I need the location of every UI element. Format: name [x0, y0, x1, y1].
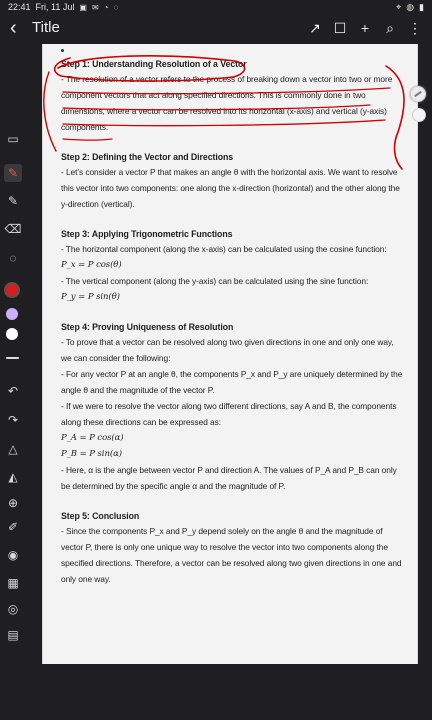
step-1 — [61, 58, 406, 135]
back-icon[interactable]: ‹ — [10, 17, 17, 39]
whatsapp-icon: ◔ — [103, 2, 109, 12]
lasso-select-icon[interactable]: ◎ — [7, 602, 19, 616]
shape-fill-icon[interactable]: ◭ — [8, 470, 18, 484]
gallery-icon: ▣ — [79, 2, 87, 12]
step-3 — [61, 228, 406, 305]
shape-plus-icon[interactable]: ⊕ — [7, 496, 19, 510]
step-paragraph: - The resolution of a vector refers to the process of breaking down a vector into two or more component vectors that act along specified directions. This is commonly done in two dimensions, where a vector can be resolved into its horizontal (x-axis) and vertical (y-axis) components. — [61, 74, 393, 132]
status-left — [8, 2, 118, 12]
equation-px: P_x = P cos(θ) — [61, 260, 122, 270]
ring-icon: ◌ — [113, 2, 119, 12]
page-dot — [61, 49, 64, 52]
scroll-dot-icon[interactable] — [412, 108, 426, 122]
eraser-icon[interactable]: ⌫ — [4, 222, 22, 236]
top-actions — [308, 19, 422, 37]
page-title[interactable]: Title — [32, 19, 60, 36]
step-title: Step 4: Proving Uniqueness of Resolution — [61, 322, 234, 332]
scroll-button-icon[interactable] — [410, 86, 426, 102]
equation-pb: P_B = P sin(α) — [61, 449, 122, 459]
step-paragraph: - Let’s consider a vector P that makes an angle θ with the horizontal axis. We want to resolve this vector into two components: one along the x-direction (horizontal) and the other along the y-direction (vertical). — [61, 167, 400, 209]
color-lavender[interactable] — [6, 308, 18, 320]
text-icon[interactable]: ▭ — [7, 132, 19, 146]
more-icon[interactable]: ⋮ — [408, 20, 422, 36]
marker-icon[interactable]: ✐ — [7, 520, 19, 534]
pen-icon[interactable]: ✎ — [4, 164, 22, 182]
undo-icon[interactable]: ↶ — [7, 384, 19, 398]
step-paragraph: - Since the components P_x and P_y depend solely on the angle θ and the magnitude of vector P, there is only one unique way to resolve the vector into two components along the specified directions. Therefore, a vector can be resolved along two given directions in one and only one way. — [61, 526, 402, 584]
step-title: Step 3: Applying Trigonometric Functions — [61, 229, 233, 239]
lasso-icon[interactable]: ◌ — [9, 251, 17, 265]
fingerprint-icon[interactable]: ◉ — [7, 548, 19, 562]
status-time: 22:41 — [8, 2, 31, 12]
app-bar — [0, 14, 432, 44]
color-red[interactable] — [6, 284, 18, 296]
document-content — [61, 58, 406, 603]
step-title: Step 1: Understanding Resolution of a Vector — [61, 59, 247, 69]
redo-icon[interactable]: ↷ — [7, 413, 19, 427]
messaging-icon: ✉ — [91, 2, 99, 12]
stroke-icon[interactable] — [6, 357, 19, 359]
left-toolbar — [0, 130, 26, 650]
step-paragraph: - For any vector P at an angle θ, the components P_x and P_y are uniquely determined by the angle θ and the magnitude of the vector P. — [61, 369, 403, 395]
equation-pa: P_A = P cos(α) — [61, 433, 124, 443]
wifi-icon: ◍ — [406, 2, 415, 12]
step-paragraph: - To prove that a vector can be resolved along two given directions in one and only one way, we can consider the following: — [61, 337, 394, 363]
step-paragraph: - The horizontal component (along the x-axis) can be calculated using the cosine function: — [61, 244, 387, 254]
shape-icon[interactable]: △ — [8, 442, 18, 456]
color-white[interactable] — [6, 328, 18, 340]
status-bar — [0, 0, 432, 14]
search-icon[interactable]: ⌕ — [386, 20, 394, 36]
table-icon[interactable]: ▦ — [7, 576, 19, 590]
step-paragraph: - Here, α is the angle between vector P and direction A. The values of P_A and P_B can only be determined by the specific angle α and the magnitude of P. — [61, 465, 397, 491]
status-date: Fri, 11 Jul — [35, 2, 75, 12]
step-4 — [61, 321, 406, 494]
add-icon[interactable]: + — [360, 20, 370, 36]
step-title: Step 5: Conclusion — [61, 511, 140, 521]
step-5 — [61, 510, 406, 587]
equation-py: P_y = P sin(θ) — [61, 292, 120, 302]
step-paragraph: - If we were to resolve the vector along two different directions, say A and B, the components along these directions can be expressed as: — [61, 401, 397, 427]
battery-icon: ▮ — [419, 2, 424, 12]
step-2 — [61, 151, 406, 212]
page-icon[interactable]: ☐ — [333, 20, 347, 36]
step-title: Step 2: Defining the Vector and Directions — [61, 152, 234, 162]
sticky-icon[interactable]: ▤ — [7, 628, 19, 642]
location-icon: ⌖ — [396, 2, 402, 12]
highlighter-icon[interactable]: ✎ — [7, 194, 19, 208]
status-right — [396, 2, 424, 13]
step-paragraph: - The vertical component (along the y-axis) can be calculated using the sine function: — [61, 276, 369, 286]
open-panel-icon[interactable]: ↗ — [309, 20, 321, 36]
